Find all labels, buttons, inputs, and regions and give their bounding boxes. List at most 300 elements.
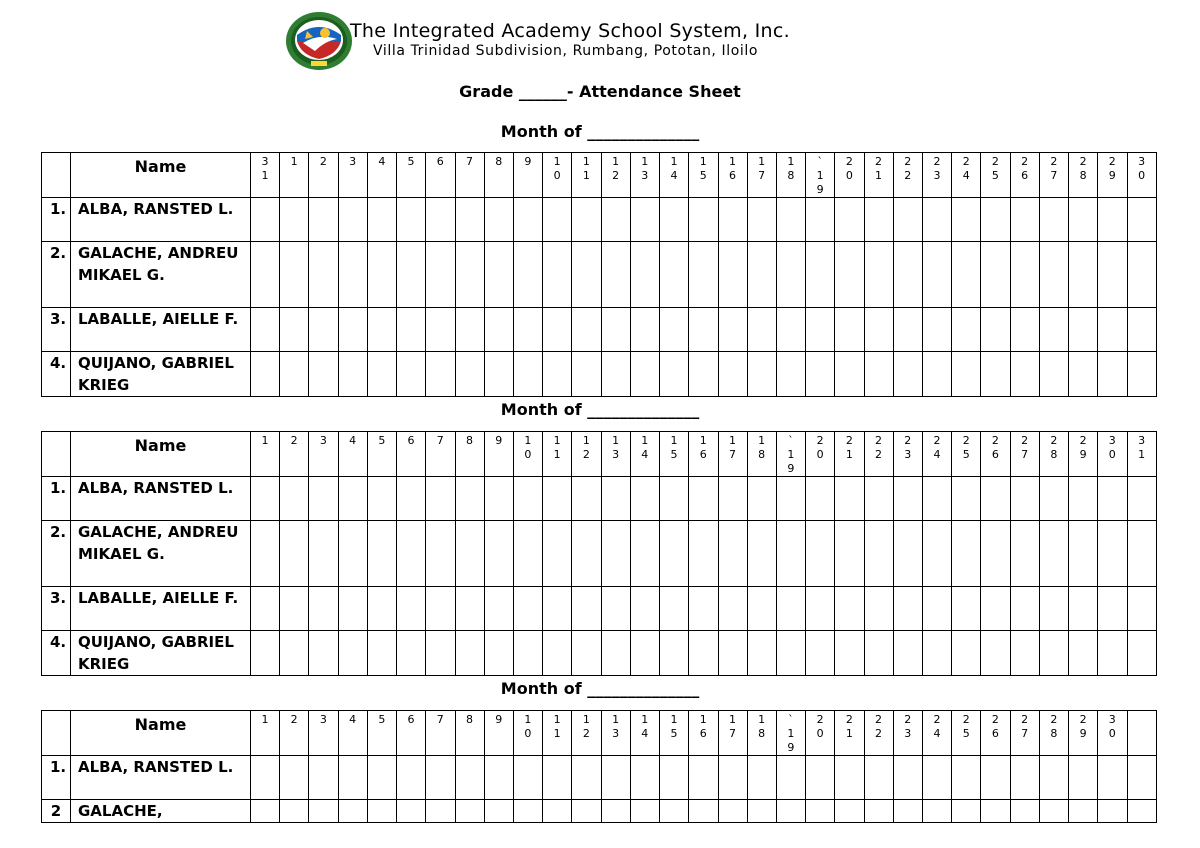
attendance-cell[interactable] bbox=[1010, 800, 1039, 823]
attendance-cell[interactable] bbox=[1010, 308, 1039, 352]
attendance-cell[interactable] bbox=[455, 631, 484, 676]
attendance-cell[interactable] bbox=[572, 198, 601, 242]
attendance-cell[interactable] bbox=[338, 308, 367, 352]
attendance-cell[interactable] bbox=[367, 631, 396, 676]
attendance-cell[interactable] bbox=[338, 587, 367, 631]
attendance-cell[interactable] bbox=[484, 352, 513, 397]
attendance-cell[interactable] bbox=[1039, 800, 1068, 823]
attendance-cell[interactable] bbox=[367, 477, 396, 521]
attendance-cell[interactable] bbox=[1010, 352, 1039, 397]
attendance-cell[interactable] bbox=[864, 242, 893, 308]
attendance-cell[interactable] bbox=[455, 308, 484, 352]
attendance-cell[interactable] bbox=[1127, 800, 1156, 823]
attendance-cell[interactable] bbox=[806, 631, 835, 676]
attendance-cell[interactable] bbox=[572, 308, 601, 352]
attendance-cell[interactable] bbox=[309, 521, 338, 587]
attendance-cell[interactable] bbox=[280, 756, 309, 800]
attendance-cell[interactable] bbox=[660, 352, 689, 397]
attendance-cell[interactable] bbox=[718, 352, 747, 397]
attendance-cell[interactable] bbox=[572, 587, 601, 631]
attendance-cell[interactable] bbox=[660, 308, 689, 352]
attendance-cell[interactable] bbox=[660, 800, 689, 823]
attendance-cell[interactable] bbox=[1098, 800, 1127, 823]
attendance-cell[interactable] bbox=[952, 352, 981, 397]
attendance-cell[interactable] bbox=[660, 198, 689, 242]
attendance-cell[interactable] bbox=[1098, 631, 1127, 676]
attendance-cell[interactable] bbox=[718, 587, 747, 631]
attendance-cell[interactable] bbox=[251, 631, 280, 676]
attendance-cell[interactable] bbox=[923, 477, 952, 521]
attendance-cell[interactable] bbox=[543, 521, 572, 587]
attendance-cell[interactable] bbox=[426, 198, 455, 242]
attendance-cell[interactable] bbox=[893, 587, 922, 631]
attendance-cell[interactable] bbox=[1098, 756, 1127, 800]
attendance-cell[interactable] bbox=[1069, 756, 1098, 800]
attendance-cell[interactable] bbox=[747, 242, 776, 308]
attendance-cell[interactable] bbox=[513, 800, 542, 823]
attendance-cell[interactable] bbox=[864, 308, 893, 352]
attendance-cell[interactable] bbox=[923, 352, 952, 397]
attendance-cell[interactable] bbox=[835, 631, 864, 676]
attendance-cell[interactable] bbox=[689, 800, 718, 823]
attendance-cell[interactable] bbox=[864, 352, 893, 397]
attendance-cell[interactable] bbox=[981, 198, 1010, 242]
attendance-cell[interactable] bbox=[747, 800, 776, 823]
attendance-cell[interactable] bbox=[455, 477, 484, 521]
attendance-cell[interactable] bbox=[1039, 587, 1068, 631]
attendance-cell[interactable] bbox=[513, 352, 542, 397]
attendance-cell[interactable] bbox=[309, 242, 338, 308]
attendance-cell[interactable] bbox=[747, 587, 776, 631]
attendance-cell[interactable] bbox=[835, 352, 864, 397]
attendance-cell[interactable] bbox=[923, 521, 952, 587]
attendance-cell[interactable] bbox=[601, 198, 630, 242]
attendance-cell[interactable] bbox=[981, 521, 1010, 587]
attendance-cell[interactable] bbox=[338, 631, 367, 676]
attendance-cell[interactable] bbox=[426, 308, 455, 352]
attendance-cell[interactable] bbox=[923, 308, 952, 352]
attendance-cell[interactable] bbox=[923, 198, 952, 242]
attendance-cell[interactable] bbox=[572, 631, 601, 676]
attendance-cell[interactable] bbox=[630, 198, 659, 242]
attendance-cell[interactable] bbox=[572, 800, 601, 823]
attendance-cell[interactable] bbox=[718, 308, 747, 352]
attendance-cell[interactable] bbox=[426, 242, 455, 308]
attendance-cell[interactable] bbox=[630, 587, 659, 631]
attendance-cell[interactable] bbox=[251, 521, 280, 587]
attendance-cell[interactable] bbox=[601, 352, 630, 397]
attendance-cell[interactable] bbox=[309, 800, 338, 823]
attendance-cell[interactable] bbox=[601, 631, 630, 676]
attendance-cell[interactable] bbox=[1069, 477, 1098, 521]
attendance-cell[interactable] bbox=[630, 521, 659, 587]
attendance-cell[interactable] bbox=[280, 800, 309, 823]
attendance-cell[interactable] bbox=[776, 587, 805, 631]
attendance-cell[interactable] bbox=[776, 352, 805, 397]
attendance-cell[interactable] bbox=[280, 198, 309, 242]
attendance-cell[interactable] bbox=[455, 242, 484, 308]
attendance-cell[interactable] bbox=[660, 242, 689, 308]
attendance-cell[interactable] bbox=[543, 800, 572, 823]
attendance-cell[interactable] bbox=[1039, 521, 1068, 587]
attendance-cell[interactable] bbox=[1127, 198, 1156, 242]
attendance-cell[interactable] bbox=[1127, 587, 1156, 631]
attendance-cell[interactable] bbox=[893, 242, 922, 308]
attendance-cell[interactable] bbox=[689, 242, 718, 308]
attendance-cell[interactable] bbox=[893, 352, 922, 397]
attendance-cell[interactable] bbox=[923, 631, 952, 676]
attendance-cell[interactable] bbox=[718, 800, 747, 823]
attendance-cell[interactable] bbox=[397, 477, 426, 521]
attendance-cell[interactable] bbox=[1098, 477, 1127, 521]
attendance-cell[interactable] bbox=[1010, 242, 1039, 308]
attendance-cell[interactable] bbox=[280, 521, 309, 587]
attendance-cell[interactable] bbox=[251, 800, 280, 823]
attendance-cell[interactable] bbox=[338, 198, 367, 242]
attendance-cell[interactable] bbox=[1069, 800, 1098, 823]
attendance-cell[interactable] bbox=[367, 800, 396, 823]
attendance-cell[interactable] bbox=[747, 631, 776, 676]
attendance-cell[interactable] bbox=[1127, 756, 1156, 800]
attendance-cell[interactable] bbox=[280, 308, 309, 352]
attendance-cell[interactable] bbox=[251, 242, 280, 308]
attendance-cell[interactable] bbox=[718, 631, 747, 676]
attendance-cell[interactable] bbox=[806, 198, 835, 242]
attendance-cell[interactable] bbox=[952, 587, 981, 631]
attendance-cell[interactable] bbox=[1098, 242, 1127, 308]
attendance-cell[interactable] bbox=[367, 352, 396, 397]
attendance-cell[interactable] bbox=[952, 631, 981, 676]
attendance-cell[interactable] bbox=[426, 521, 455, 587]
attendance-cell[interactable] bbox=[689, 587, 718, 631]
attendance-cell[interactable] bbox=[923, 242, 952, 308]
attendance-cell[interactable] bbox=[893, 800, 922, 823]
attendance-cell[interactable] bbox=[397, 800, 426, 823]
attendance-cell[interactable] bbox=[513, 756, 542, 800]
attendance-cell[interactable] bbox=[806, 800, 835, 823]
attendance-cell[interactable] bbox=[1069, 308, 1098, 352]
attendance-cell[interactable] bbox=[689, 521, 718, 587]
attendance-cell[interactable] bbox=[309, 198, 338, 242]
attendance-cell[interactable] bbox=[280, 631, 309, 676]
attendance-cell[interactable] bbox=[543, 587, 572, 631]
attendance-cell[interactable] bbox=[572, 521, 601, 587]
attendance-cell[interactable] bbox=[718, 756, 747, 800]
attendance-cell[interactable] bbox=[630, 308, 659, 352]
attendance-cell[interactable] bbox=[426, 477, 455, 521]
attendance-cell[interactable] bbox=[718, 198, 747, 242]
attendance-cell[interactable] bbox=[806, 521, 835, 587]
attendance-cell[interactable] bbox=[484, 477, 513, 521]
attendance-cell[interactable] bbox=[309, 631, 338, 676]
attendance-cell[interactable] bbox=[484, 198, 513, 242]
attendance-cell[interactable] bbox=[251, 477, 280, 521]
attendance-cell[interactable] bbox=[484, 756, 513, 800]
attendance-cell[interactable] bbox=[864, 521, 893, 587]
attendance-cell[interactable] bbox=[660, 587, 689, 631]
attendance-cell[interactable] bbox=[776, 198, 805, 242]
attendance-cell[interactable] bbox=[718, 242, 747, 308]
attendance-cell[interactable] bbox=[893, 756, 922, 800]
attendance-cell[interactable] bbox=[660, 631, 689, 676]
attendance-cell[interactable] bbox=[981, 800, 1010, 823]
attendance-cell[interactable] bbox=[367, 587, 396, 631]
attendance-cell[interactable] bbox=[1039, 756, 1068, 800]
attendance-cell[interactable] bbox=[397, 587, 426, 631]
attendance-cell[interactable] bbox=[630, 756, 659, 800]
attendance-cell[interactable] bbox=[806, 587, 835, 631]
attendance-cell[interactable] bbox=[397, 756, 426, 800]
attendance-cell[interactable] bbox=[543, 308, 572, 352]
attendance-cell[interactable] bbox=[835, 756, 864, 800]
attendance-cell[interactable] bbox=[660, 521, 689, 587]
attendance-cell[interactable] bbox=[747, 308, 776, 352]
attendance-cell[interactable] bbox=[367, 521, 396, 587]
attendance-cell[interactable] bbox=[455, 800, 484, 823]
attendance-cell[interactable] bbox=[455, 587, 484, 631]
attendance-cell[interactable] bbox=[455, 756, 484, 800]
attendance-cell[interactable] bbox=[280, 477, 309, 521]
attendance-cell[interactable] bbox=[1127, 242, 1156, 308]
attendance-cell[interactable] bbox=[806, 352, 835, 397]
attendance-cell[interactable] bbox=[747, 477, 776, 521]
attendance-cell[interactable] bbox=[806, 308, 835, 352]
attendance-cell[interactable] bbox=[484, 800, 513, 823]
attendance-cell[interactable] bbox=[923, 587, 952, 631]
attendance-cell[interactable] bbox=[397, 521, 426, 587]
attendance-cell[interactable] bbox=[601, 800, 630, 823]
attendance-cell[interactable] bbox=[864, 800, 893, 823]
attendance-cell[interactable] bbox=[601, 587, 630, 631]
attendance-cell[interactable] bbox=[426, 756, 455, 800]
attendance-cell[interactable] bbox=[1069, 521, 1098, 587]
attendance-cell[interactable] bbox=[280, 352, 309, 397]
attendance-cell[interactable] bbox=[864, 756, 893, 800]
attendance-cell[interactable] bbox=[776, 631, 805, 676]
attendance-cell[interactable] bbox=[367, 198, 396, 242]
attendance-cell[interactable] bbox=[397, 352, 426, 397]
attendance-cell[interactable] bbox=[338, 242, 367, 308]
attendance-cell[interactable] bbox=[835, 477, 864, 521]
attendance-cell[interactable] bbox=[426, 800, 455, 823]
attendance-cell[interactable] bbox=[893, 198, 922, 242]
attendance-cell[interactable] bbox=[718, 477, 747, 521]
attendance-cell[interactable] bbox=[601, 477, 630, 521]
attendance-cell[interactable] bbox=[1098, 521, 1127, 587]
attendance-cell[interactable] bbox=[981, 352, 1010, 397]
attendance-cell[interactable] bbox=[1069, 198, 1098, 242]
attendance-cell[interactable] bbox=[367, 756, 396, 800]
attendance-cell[interactable] bbox=[923, 800, 952, 823]
attendance-cell[interactable] bbox=[1127, 352, 1156, 397]
attendance-cell[interactable] bbox=[835, 242, 864, 308]
attendance-cell[interactable] bbox=[397, 631, 426, 676]
attendance-cell[interactable] bbox=[1098, 587, 1127, 631]
attendance-cell[interactable] bbox=[835, 521, 864, 587]
attendance-cell[interactable] bbox=[280, 587, 309, 631]
attendance-cell[interactable] bbox=[835, 308, 864, 352]
attendance-cell[interactable] bbox=[864, 477, 893, 521]
attendance-cell[interactable] bbox=[952, 477, 981, 521]
attendance-cell[interactable] bbox=[1098, 198, 1127, 242]
attendance-cell[interactable] bbox=[543, 242, 572, 308]
attendance-cell[interactable] bbox=[601, 756, 630, 800]
attendance-cell[interactable] bbox=[513, 198, 542, 242]
attendance-cell[interactable] bbox=[981, 308, 1010, 352]
attendance-cell[interactable] bbox=[864, 587, 893, 631]
attendance-cell[interactable] bbox=[1069, 242, 1098, 308]
attendance-cell[interactable] bbox=[923, 756, 952, 800]
attendance-cell[interactable] bbox=[1127, 477, 1156, 521]
attendance-cell[interactable] bbox=[1127, 521, 1156, 587]
attendance-cell[interactable] bbox=[513, 631, 542, 676]
attendance-cell[interactable] bbox=[1127, 308, 1156, 352]
attendance-cell[interactable] bbox=[981, 587, 1010, 631]
attendance-cell[interactable] bbox=[484, 242, 513, 308]
attendance-cell[interactable] bbox=[1039, 352, 1068, 397]
attendance-cell[interactable] bbox=[572, 477, 601, 521]
attendance-cell[interactable] bbox=[630, 242, 659, 308]
attendance-cell[interactable] bbox=[952, 242, 981, 308]
attendance-cell[interactable] bbox=[484, 521, 513, 587]
attendance-cell[interactable] bbox=[367, 242, 396, 308]
attendance-cell[interactable] bbox=[280, 242, 309, 308]
attendance-cell[interactable] bbox=[338, 800, 367, 823]
attendance-cell[interactable] bbox=[630, 352, 659, 397]
attendance-cell[interactable] bbox=[630, 800, 659, 823]
attendance-cell[interactable] bbox=[338, 352, 367, 397]
attendance-cell[interactable] bbox=[893, 631, 922, 676]
attendance-cell[interactable] bbox=[776, 242, 805, 308]
attendance-cell[interactable] bbox=[835, 587, 864, 631]
attendance-cell[interactable] bbox=[1010, 521, 1039, 587]
attendance-cell[interactable] bbox=[338, 756, 367, 800]
attendance-cell[interactable] bbox=[309, 756, 338, 800]
attendance-cell[interactable] bbox=[835, 198, 864, 242]
attendance-cell[interactable] bbox=[981, 631, 1010, 676]
attendance-cell[interactable] bbox=[484, 631, 513, 676]
attendance-cell[interactable] bbox=[397, 308, 426, 352]
attendance-cell[interactable] bbox=[572, 242, 601, 308]
attendance-cell[interactable] bbox=[309, 352, 338, 397]
attendance-cell[interactable] bbox=[747, 521, 776, 587]
attendance-cell[interactable] bbox=[543, 198, 572, 242]
attendance-cell[interactable] bbox=[952, 198, 981, 242]
attendance-cell[interactable] bbox=[1098, 352, 1127, 397]
attendance-cell[interactable] bbox=[543, 631, 572, 676]
attendance-cell[interactable] bbox=[426, 352, 455, 397]
attendance-cell[interactable] bbox=[513, 521, 542, 587]
attendance-cell[interactable] bbox=[660, 756, 689, 800]
attendance-cell[interactable] bbox=[630, 631, 659, 676]
attendance-cell[interactable] bbox=[601, 521, 630, 587]
attendance-cell[interactable] bbox=[513, 308, 542, 352]
attendance-cell[interactable] bbox=[689, 198, 718, 242]
attendance-cell[interactable] bbox=[1127, 631, 1156, 676]
attendance-cell[interactable] bbox=[1069, 587, 1098, 631]
attendance-cell[interactable] bbox=[543, 352, 572, 397]
attendance-cell[interactable] bbox=[367, 308, 396, 352]
attendance-cell[interactable] bbox=[718, 521, 747, 587]
attendance-cell[interactable] bbox=[689, 756, 718, 800]
attendance-cell[interactable] bbox=[338, 521, 367, 587]
attendance-cell[interactable] bbox=[981, 242, 1010, 308]
attendance-cell[interactable] bbox=[601, 308, 630, 352]
attendance-cell[interactable] bbox=[1039, 198, 1068, 242]
attendance-cell[interactable] bbox=[309, 477, 338, 521]
attendance-cell[interactable] bbox=[806, 242, 835, 308]
attendance-cell[interactable] bbox=[1039, 242, 1068, 308]
attendance-cell[interactable] bbox=[981, 477, 1010, 521]
attendance-cell[interactable] bbox=[952, 756, 981, 800]
attendance-cell[interactable] bbox=[426, 587, 455, 631]
attendance-cell[interactable] bbox=[513, 587, 542, 631]
attendance-cell[interactable] bbox=[251, 198, 280, 242]
attendance-cell[interactable] bbox=[1010, 631, 1039, 676]
attendance-cell[interactable] bbox=[513, 242, 542, 308]
attendance-cell[interactable] bbox=[309, 587, 338, 631]
attendance-cell[interactable] bbox=[952, 800, 981, 823]
attendance-cell[interactable] bbox=[1010, 756, 1039, 800]
attendance-cell[interactable] bbox=[251, 308, 280, 352]
attendance-cell[interactable] bbox=[251, 587, 280, 631]
attendance-cell[interactable] bbox=[981, 756, 1010, 800]
attendance-cell[interactable] bbox=[630, 477, 659, 521]
attendance-cell[interactable] bbox=[1039, 631, 1068, 676]
attendance-cell[interactable] bbox=[1098, 308, 1127, 352]
attendance-cell[interactable] bbox=[1069, 631, 1098, 676]
attendance-cell[interactable] bbox=[543, 756, 572, 800]
attendance-cell[interactable] bbox=[952, 521, 981, 587]
attendance-cell[interactable] bbox=[776, 477, 805, 521]
attendance-cell[interactable] bbox=[806, 477, 835, 521]
attendance-cell[interactable] bbox=[835, 800, 864, 823]
attendance-cell[interactable] bbox=[543, 477, 572, 521]
attendance-cell[interactable] bbox=[776, 800, 805, 823]
attendance-cell[interactable] bbox=[776, 521, 805, 587]
attendance-cell[interactable] bbox=[864, 631, 893, 676]
attendance-cell[interactable] bbox=[484, 587, 513, 631]
attendance-cell[interactable] bbox=[397, 198, 426, 242]
attendance-cell[interactable] bbox=[1069, 352, 1098, 397]
attendance-cell[interactable] bbox=[689, 352, 718, 397]
attendance-cell[interactable] bbox=[776, 756, 805, 800]
attendance-cell[interactable] bbox=[893, 477, 922, 521]
attendance-cell[interactable] bbox=[1010, 198, 1039, 242]
attendance-cell[interactable] bbox=[864, 198, 893, 242]
attendance-cell[interactable] bbox=[572, 352, 601, 397]
attendance-cell[interactable] bbox=[397, 242, 426, 308]
attendance-cell[interactable] bbox=[309, 308, 338, 352]
attendance-cell[interactable] bbox=[1010, 587, 1039, 631]
attendance-cell[interactable] bbox=[747, 352, 776, 397]
attendance-cell[interactable] bbox=[1039, 308, 1068, 352]
attendance-cell[interactable] bbox=[572, 756, 601, 800]
attendance-cell[interactable] bbox=[806, 756, 835, 800]
attendance-cell[interactable] bbox=[455, 521, 484, 587]
attendance-cell[interactable] bbox=[747, 756, 776, 800]
attendance-cell[interactable] bbox=[513, 477, 542, 521]
attendance-cell[interactable] bbox=[776, 308, 805, 352]
attendance-cell[interactable] bbox=[455, 352, 484, 397]
attendance-cell[interactable] bbox=[455, 198, 484, 242]
attendance-cell[interactable] bbox=[484, 308, 513, 352]
attendance-cell[interactable] bbox=[893, 308, 922, 352]
attendance-cell[interactable] bbox=[893, 521, 922, 587]
attendance-cell[interactable] bbox=[689, 631, 718, 676]
attendance-cell[interactable] bbox=[338, 477, 367, 521]
attendance-cell[interactable] bbox=[689, 308, 718, 352]
